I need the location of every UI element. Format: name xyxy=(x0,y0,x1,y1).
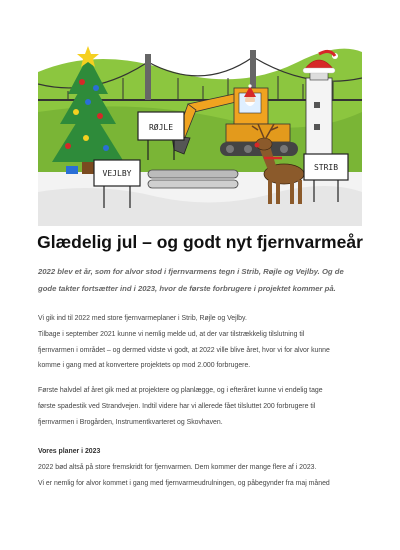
text-line: komme i gang med at konvertere projektets op mod 2.000 forbrugere. xyxy=(38,362,251,370)
text-line: 2022 bød altså på store fremskridt for fjernvarmen. Dem kommer der mange flere af i 2023. xyxy=(38,464,317,471)
body-paragraph-1 xyxy=(38,311,368,374)
body-paragraph-2 xyxy=(38,383,368,430)
intro-line: gode takter fortsætter ind i 2023, hvor de første forbrugere i projektet kommer på. xyxy=(38,283,336,293)
text-line: Vi er nemlig for alvor kommet i gang med fjernvarmeudrulningen, og påbegynder fra maj måned xyxy=(38,479,330,487)
text-line: Tilbage i september 2021 kunne vi nemlig melde ud, at der var tilstrækkelig tilslutning til xyxy=(38,330,305,338)
text-line: Første halvdel af året gik med at projektere og planlægge, og i efteråret kunne vi endelig tage xyxy=(38,387,323,394)
christmas-illustration xyxy=(38,42,362,226)
svg-text:STRIB: STRIB xyxy=(313,163,339,172)
intro-line: 2022 blev et år, som for alvor stod i fjernvarmens tegn i Strib, Røjle og Vejlby. Og de xyxy=(38,267,344,276)
svg-text:RØJLE: RØJLE xyxy=(148,123,174,132)
section-heading: Vores planer i 2023 xyxy=(38,448,101,455)
text-line: fjernvarmen i Brogården, Instrumentkvarteret og Skovhaven. xyxy=(38,418,223,426)
text-line: fjernvarmen i området – og dermed vidste vi godt, at 2022 ville blive året, hvor vi for alvor kunne xyxy=(38,346,330,354)
text-line: Vi gik ind til 2022 med store fjernvarmeplaner i Strib, Røjle og Vejlby. xyxy=(38,315,247,322)
svg-text:VEJLBY: VEJLBY xyxy=(102,169,132,178)
text-line: første spadestik ved Strandvejen. Indtil videre har vi allerede fået tilsluttet 200 forbrugere til xyxy=(38,402,316,410)
page-title: Glædelig jul – og godt nyt fjernvarmeår xyxy=(37,232,363,252)
body-paragraph-3 xyxy=(38,460,368,492)
intro-paragraph xyxy=(38,264,362,297)
